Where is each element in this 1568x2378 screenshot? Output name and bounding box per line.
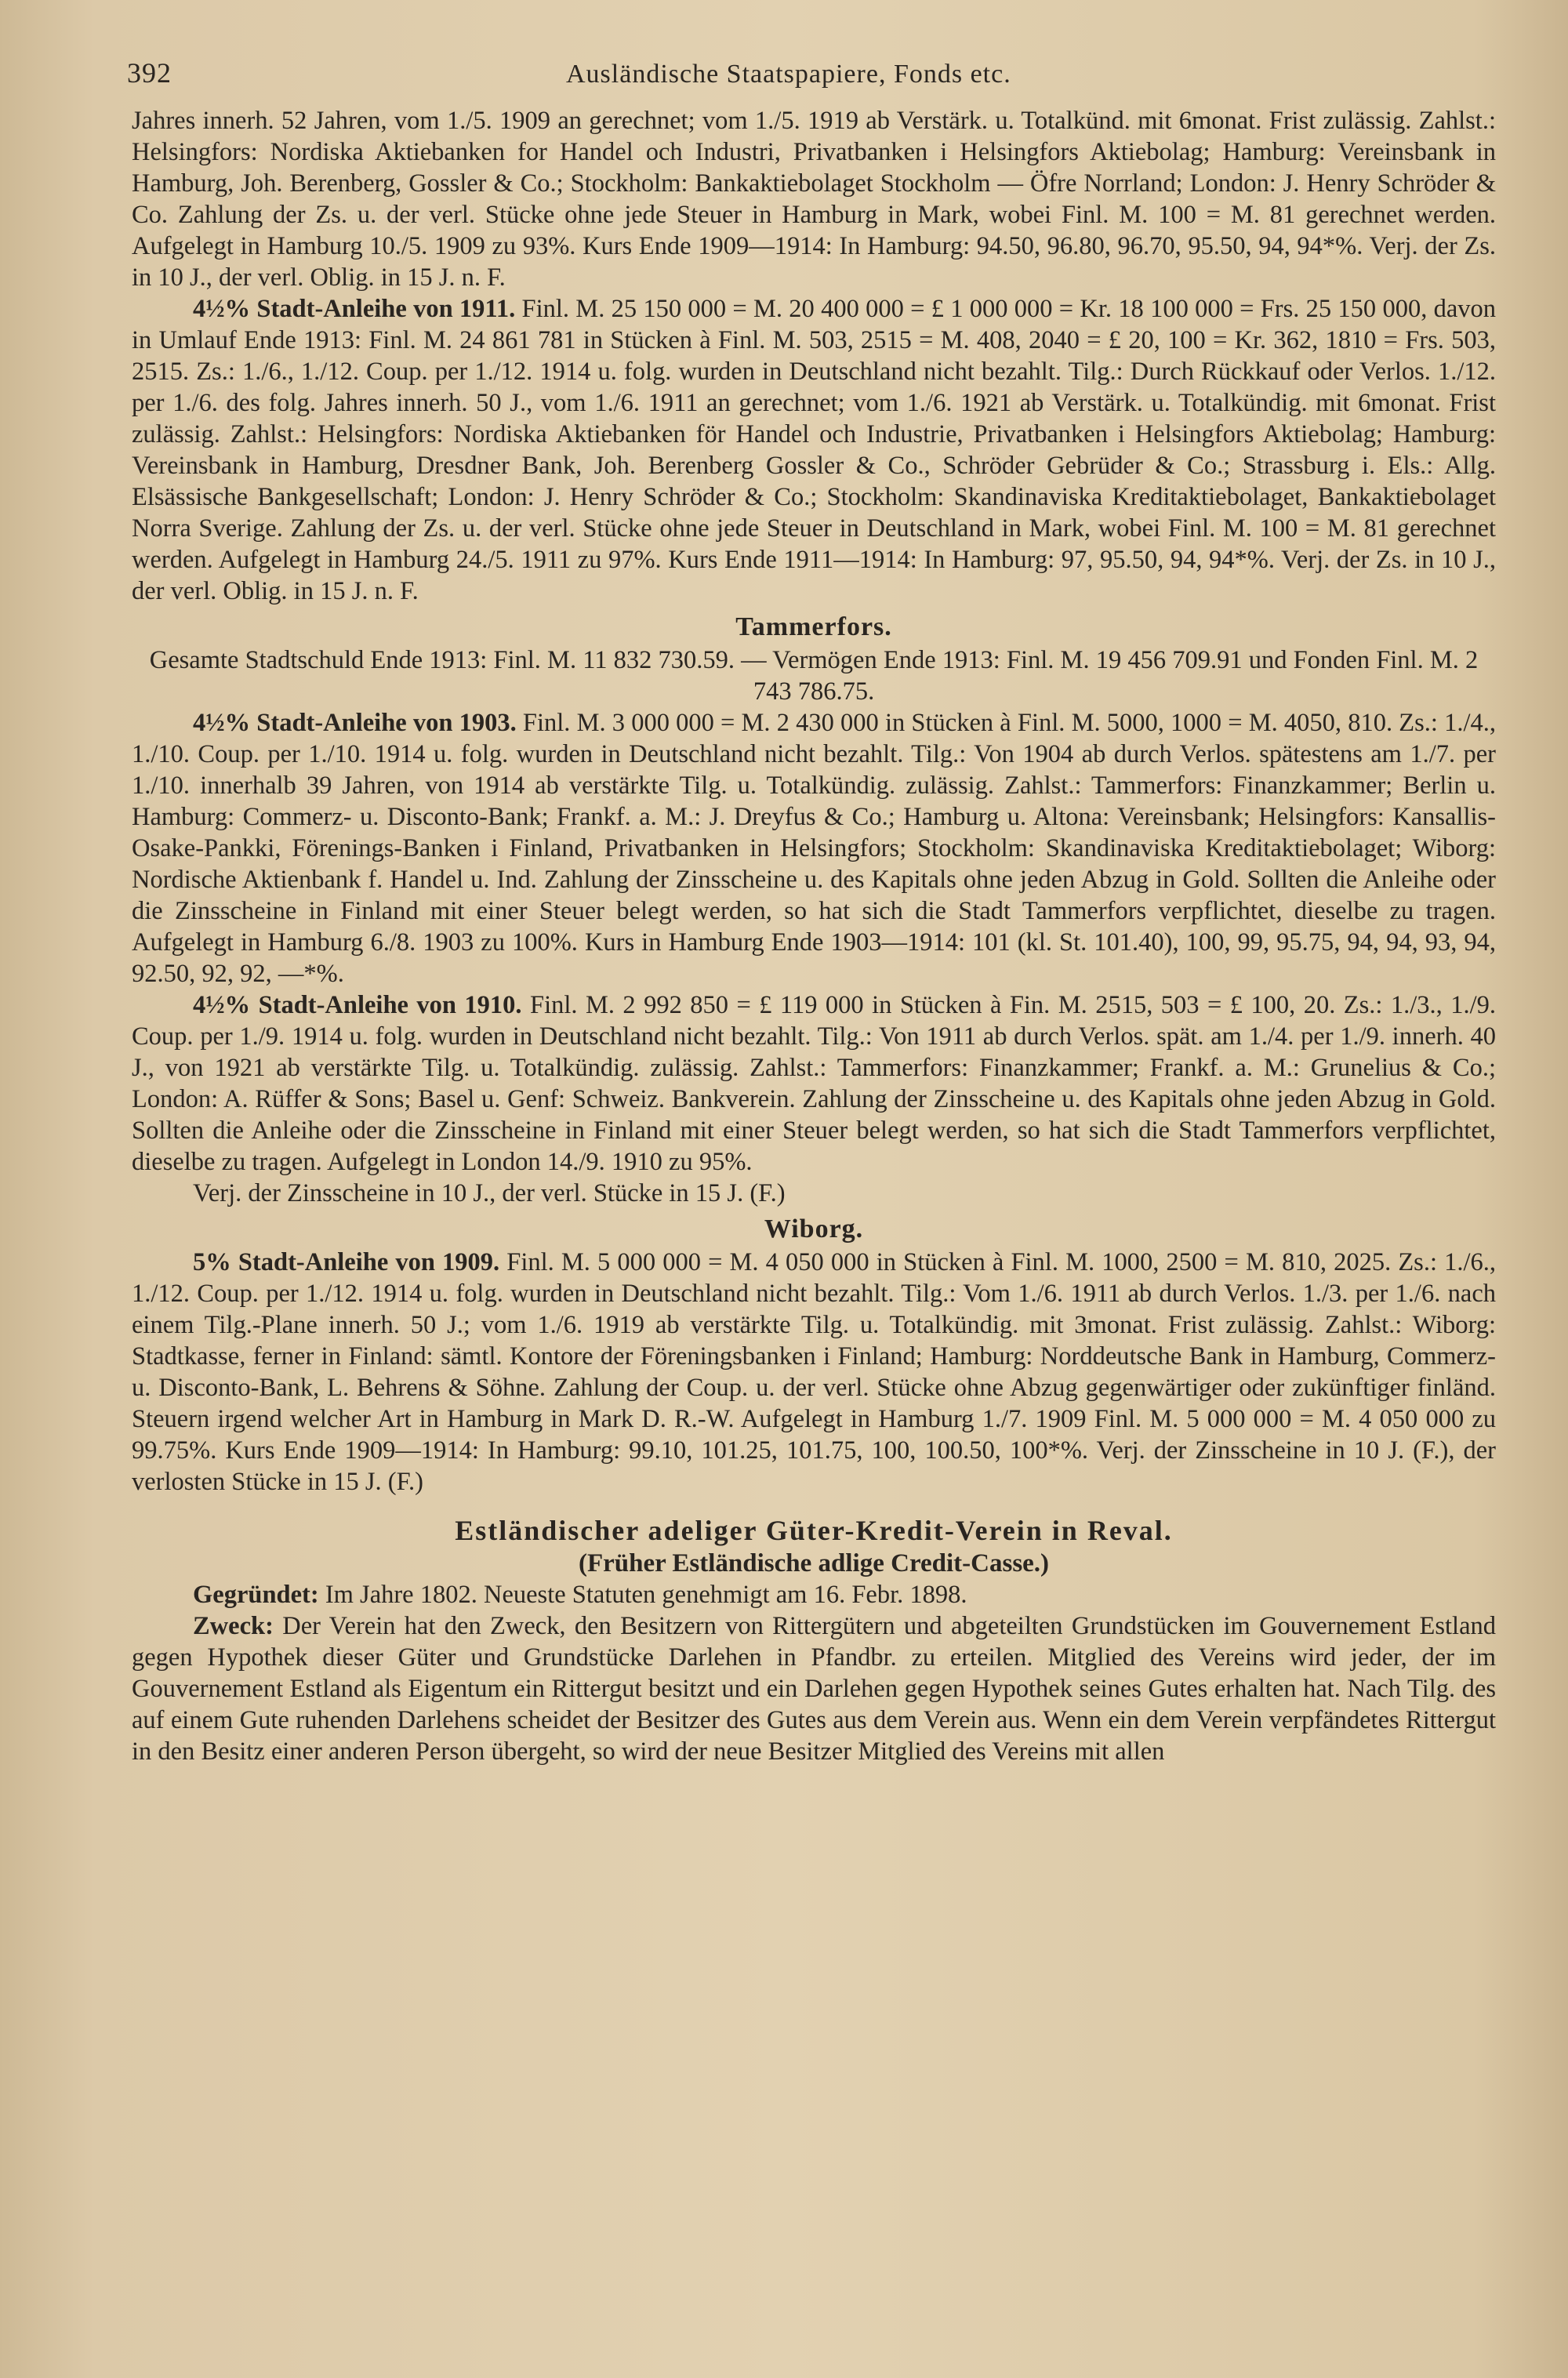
page-number: 392 (127, 57, 172, 89)
paragraph-loan-1911 (132, 293, 1496, 607)
wiborg-1909-text: Finl. M. 5 000 000 = M. 4 050 000 in Stücken à Finl. M. 1000, 2500 = M. 810, 2025. Zs.: 1./6., 1./12. Coup. per 1./12. 1914 u. folg. wurden in Deutschland nicht bezahlt. Tilg.: Vom 1./6. 1911 ab durch Verlos. 1./3. per 1./6. nach einem Tilg.-Plane innerh. 50 J.; vom 1./6. 1919 ab verstärkte Tilg. u. Totalkündig. mit 3monat. Frist zulässig. Zahlst.: Wiborg: Stadtkasse, ferner in Finland: sämtl. Kontore der Föreningsbanken i Finland; Hamburg: Norddeutsche Bank in Hamburg, Commerz- u. Disconto-Bank, L. Behrens & Söhne. Zahlung der Coup. u. der verl. Stücke ohne Abzug gegenwärtiger oder zukünftiger finländ. Steuern irgend welcher Art in Hamburg in Mark D. R.-W. Aufgelegt in Hamburg 1./7. 1909 Finl. M. 5 000 000 = M. 4 050 000 zu 99.75%. Kurs Ende 1909—1914: In Hamburg: 99.10, 101.25, 101.75, 100, 100.50, 100*%. Verj. der Zinsscheine in 10 J. (F.), der verlosten Stücke in 15 J. (F.) (132, 1248, 1496, 1496)
page-header (127, 56, 1496, 105)
paragraph-tammerfors-1910 (132, 989, 1496, 1178)
paragraph-gegruendet (132, 1579, 1496, 1610)
tammerfors-1903-title: 4½% Stadt-Anleihe von 1903. (193, 709, 517, 737)
section-heading-wiborg: Wiborg. (764, 1214, 864, 1243)
body-text (132, 105, 1496, 1767)
zweck-label: Zweck: (193, 1612, 274, 1640)
section-subheading-estland: (Früher Estländische adlige Credit-Casse.) (578, 1549, 1050, 1577)
paragraph-wiborg-1909 (132, 1247, 1496, 1498)
loan-1911-title: 4½% Stadt-Anleihe von 1911. (193, 295, 516, 323)
running-title: Ausländische Staatspapiere, Fonds etc. (566, 60, 1011, 89)
tammerfors-summary: Gesamte Stadtschuld Ende 1913: Finl. M. 11 832 730.59. — Vermögen Ende 1913: Finl. M. 19 456 709.91 und Fonden Finl. M. 2 743 786.75. (149, 646, 1479, 706)
section-heading-estland: Estländischer adeliger Güter-Kredit-Verein in Reval. (455, 1515, 1173, 1546)
gegruendet-text: Im Jahre 1802. Neueste Statuten genehmigt am 16. Febr. 1898. (325, 1581, 967, 1609)
tammerfors-1903-text: Finl. M. 3 000 000 = M. 2 430 000 in Stücken à Finl. M. 5000, 1000 = M. 4050, 810. Zs.: 1./4., 1./10. Coup. per 1./10. 1914 u. folg. wurden in Deutschland nicht bezahlt. Tilg.: Von 1904 ab durch Verlos. spätestens am 1./7. per 1./10. innerhalb 39 Jahren, von 1914 ab verstärkte Tilg. u. Totalkündig. zulässig. Zahlst.: Tammerfors: Finanzkammer; Berlin u. Hamburg: Commerz- u. Disconto-Bank; Frankf. a. M.: J. Dreyfus & Co.; Hamburg u. Altona: Vereinsbank; Helsingfors: Kansallis-Osake-Pankki, Förenings-Banken i Finland, Privatbanken in Helsingfors; Stockholm: Skandinaviska Kreditaktiebolaget; Wiborg: Nordische Aktienbank f. Handel u. Ind. Zahlung der Zinsscheine u. des Kapitals ohne jeden Abzug in Gold. Sollten die Anleihe oder die Zinsscheine in Finland mit einer Steuer belegt werden, so hat sich die Stadt Tammerfors verpflichtet, dieselbe zu tragen. Aufgelegt in Hamburg 6./8. 1903 zu 100%. Kurs in Hamburg Ende 1903—1914: 101 (kl. St. 101.40), 100, 99, 95.75, 94, 94, 93, 94, 92.50, 92, 92, —*%. (132, 709, 1496, 988)
paragraph-continuation: Jahres innerh. 52 Jahren, vom 1./5. 1909 an gerechnet; vom 1./5. 1919 ab Verstärk. u. Totalkünd. mit 6monat. Frist zulässig. Zahlst.: Helsingfors: Nordiska Aktiebanken for Handel och Industri, Privatbanken i Helsingfors Aktiebolag; Hamburg: Vereinsbank in Hamburg, Joh. Berenberg, Gossler & Co.; Stockholm: Bankaktiebolaget Stockholm — Öfre Norrland; London: J. Henry Schröder & Co. Zahlung der Zs. u. der verl. Stücke ohne jede Steuer in Hamburg in Mark, wobei Finl. M. 100 = M. 81 gerechnet werden. Aufgelegt in Hamburg 10./5. 1909 zu 93%. Kurs Ende 1909—1914: In Hamburg: 94.50, 96.80, 96.70, 95.50, 94, 94*%. Verj. der Zs. in 10 J., der verl. Oblig. in 15 J. n. F. (132, 107, 1496, 292)
paragraph-tammerfors-1903 (132, 707, 1496, 989)
paragraph-zweck (132, 1610, 1496, 1767)
section-heading-tammerfors: Tammerfors. (735, 612, 892, 641)
zweck-text: Der Verein hat den Zweck, den Besitzern von Rittergütern und abgeteilten Grundstücken im Gouvernement Estland gegen Hypothek dieser Güter und Grundstücke Darlehen in Pfandbr. zu erteilen. Mitglied des Vereins wird jeder, der im Gouvernement Estland als Eigentum ein Rittergut besitzt und ein Darlehen gegen Hypothek seines Gutes erhalten hat. Nach Tilg. des auf einem Gute ruhenden Darlehens scheidet der Besitzer des Gutes aus dem Verein aus. Wenn ein dem Verein verpfändetes Rittergut in den Besitz einer anderen Person übergeht, so wird der neue Besitzer Mitglied des Vereins mit allen (132, 1612, 1496, 1766)
tammerfors-1910-verjaehrung: Verj. der Zinsscheine in 10 J., der verl. Stücke in 15 J. (F.) (193, 1179, 786, 1207)
wiborg-1909-title: 5% Stadt-Anleihe von 1909. (193, 1248, 500, 1276)
tammerfors-1910-text: Finl. M. 2 992 850 = £ 119 000 in Stücken à Fin. M. 2515, 503 = £ 100, 20. Zs.: 1./3., 1./9. Coup. per 1./9. 1914 u. folg. wurden in Deutschland nicht bezahlt. Tilg.: Von 1911 ab durch Verlos. spät. am 1./4. per 1./9. innerh. 40 J., von 1921 ab verstärkte Tilg. u. Totalkündig. zulässig. Zahlst.: Tammerfors: Finanzkammer; Frankf. a. M.: Grunelius & Co.; London: A. Rüffer & Sons; Basel u. Genf: Schweiz. Bankverein. Zahlung der Zinsscheine u. des Kapitals ohne jeden Abzug in Gold. Sollten die Anleihe oder die Zinsscheine in Finland mit einer Steuer belegt werden, so hat sich die Stadt Tammerfors verpflichtet, dieselbe zu tragen. Aufgelegt in London 14./9. 1910 zu 95%. (132, 991, 1497, 1176)
tammerfors-1910-title: 4½% Stadt-Anleihe von 1910. (193, 991, 522, 1019)
loan-1911-text: Finl. M. 25 150 000 = M. 20 400 000 = £ 1 000 000 = Kr. 18 100 000 = Frs. 25 150 000, davon in Umlauf Ende 1913: Finl. M. 24 861 781 in Stücken à Finl. M. 503, 2515 = M. 408, 2040 = £ 20, 100 = Kr. 362, 1810 = Frs. 503, 2515. Zs.: 1./6., 1./12. Coup. per 1./12. 1914 u. folg. wurden in Deutschland nicht bezahlt. Tilg.: Durch Rückkauf oder Verlos. 1./12. per 1./6. des folg. Jahres innerh. 50 J., vom 1./6. 1911 an gerechnet; vom 1./6. 1921 ab Verstärk. u. Totalkündig. mit 6monat. Frist zulässig. Zahlst.: Helsingfors: Nordiska Aktiebanken för Handel och Industrie, Privatbanken i Helsingfors Aktiebolag; Hamburg: Vereinsbank in Hamburg, Dresdner Bank, Joh. Berenberg Gossler & Co., Schröder Gebrüder & Co.; Strassburg i. Els.: Allg. Elsässische Bankgesellschaft; London: J. Henry Schröder & Co.; Stockholm: Skandinaviska Kreditaktiebolaget, Bankaktiebolaget Norra Sverige. Zahlung der Zs. u. der verl. Stücke ohne jede Steuer in Deutschland in Mark, wobei Finl. M. 100 = M. 81 gerechnet werden. Aufgelegt in Hamburg 24./5. 1911 zu 97%. Kurs Ende 1911—1914: In Hamburg: 97, 95.50, 94, 94*%. Verj. der Zs. in 10 J., der verl. Oblig. in 15 J. n. F. (132, 295, 1497, 605)
gegruendet-label: Gegründet: (193, 1581, 319, 1609)
